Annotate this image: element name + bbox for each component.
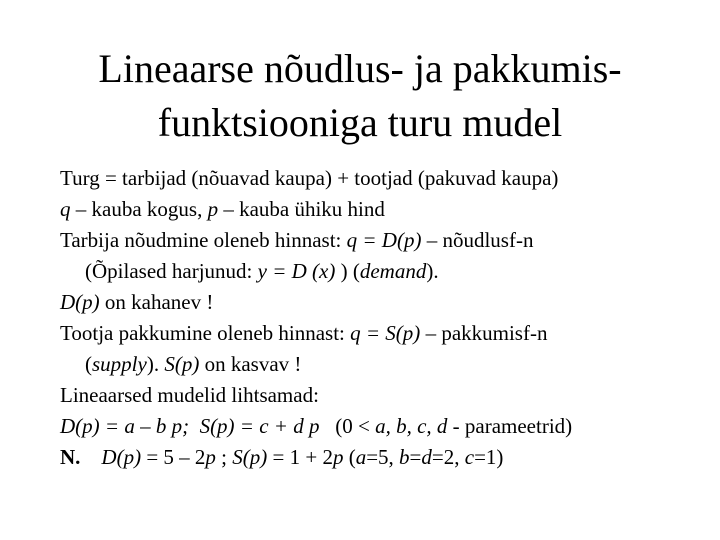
italic-text: S(p) [232,445,268,469]
italic-text: a [355,445,367,469]
text-run: =5, [366,445,400,469]
italic-text: a, b, c, d [375,414,448,438]
italic-text: d [421,445,432,469]
body-line [60,318,700,349]
body-line [60,349,700,380]
body-line [60,256,700,287]
text-run: = 1 + 2 [267,445,333,469]
body-line [60,163,700,194]
text-run: – pakkumisf-n [420,321,548,345]
text-run: ( [343,445,356,469]
italic-text: y = D (x) [257,259,336,283]
italic-text: q = D(p) [346,228,422,252]
body-line [60,225,700,256]
text-run: Lineaarsed mudelid lihtsamad: [60,383,319,407]
italic-text: q [60,197,71,221]
italic-text: c [464,445,475,469]
italic-text: D(p) [60,290,100,314]
body-line [60,442,700,473]
slide-body [60,163,700,473]
body-line [60,287,700,318]
italic-text: q = S(p) [350,321,421,345]
italic-text: p [205,445,216,469]
slide-title [40,42,680,150]
text-run: ( [85,352,92,376]
text-run: – nõudlusf-n [421,228,534,252]
text-run: =1) [474,445,504,469]
body-line [60,380,700,411]
text-run: (Õpilased harjunud: [85,259,258,283]
text-run: - parameetrid) [447,414,573,438]
text-run: ; [215,445,233,469]
italic-text: demand [359,259,427,283]
italic-text: D(p) [101,445,142,469]
text-run: ). [426,259,439,283]
text-run: =2, [431,445,465,469]
italic-text: supply [92,352,147,376]
italic-text: p [207,197,219,221]
text-run: = 5 – 2 [141,445,206,469]
title-line-1: Lineaarse nõudlus- ja pakkumis- [98,46,622,91]
italic-text: p [332,445,344,469]
body-line [60,194,700,225]
text-run: Tootja pakkumine oleneb hinnast: [60,321,351,345]
text-run [80,445,101,469]
italic-text: b [399,445,410,469]
text-run: on kasvav ! [199,352,302,376]
italic-text: D(p) = a – b p; S(p) = c + d p [60,414,320,438]
text-run: ) ( [335,259,360,283]
text-run: ). [146,352,165,376]
title-line-2: funktsiooniga turu mudel [157,100,563,145]
body-line [60,411,700,442]
text-run: (0 < [319,414,376,438]
text-run: Tarbija nõudmine oleneb hinnast: [60,228,347,252]
text-run: – kauba ühiku hind [218,197,385,221]
text-run: Turg = tarbijad (nõuavad kaupa) + tootjad (pakuvad kaupa) [60,166,559,190]
text-run: = [409,445,422,469]
bold-text: N. [60,445,81,469]
italic-text: S(p) [164,352,200,376]
text-run: on kahanev ! [99,290,214,314]
text-run: – kauba kogus, [70,197,208,221]
